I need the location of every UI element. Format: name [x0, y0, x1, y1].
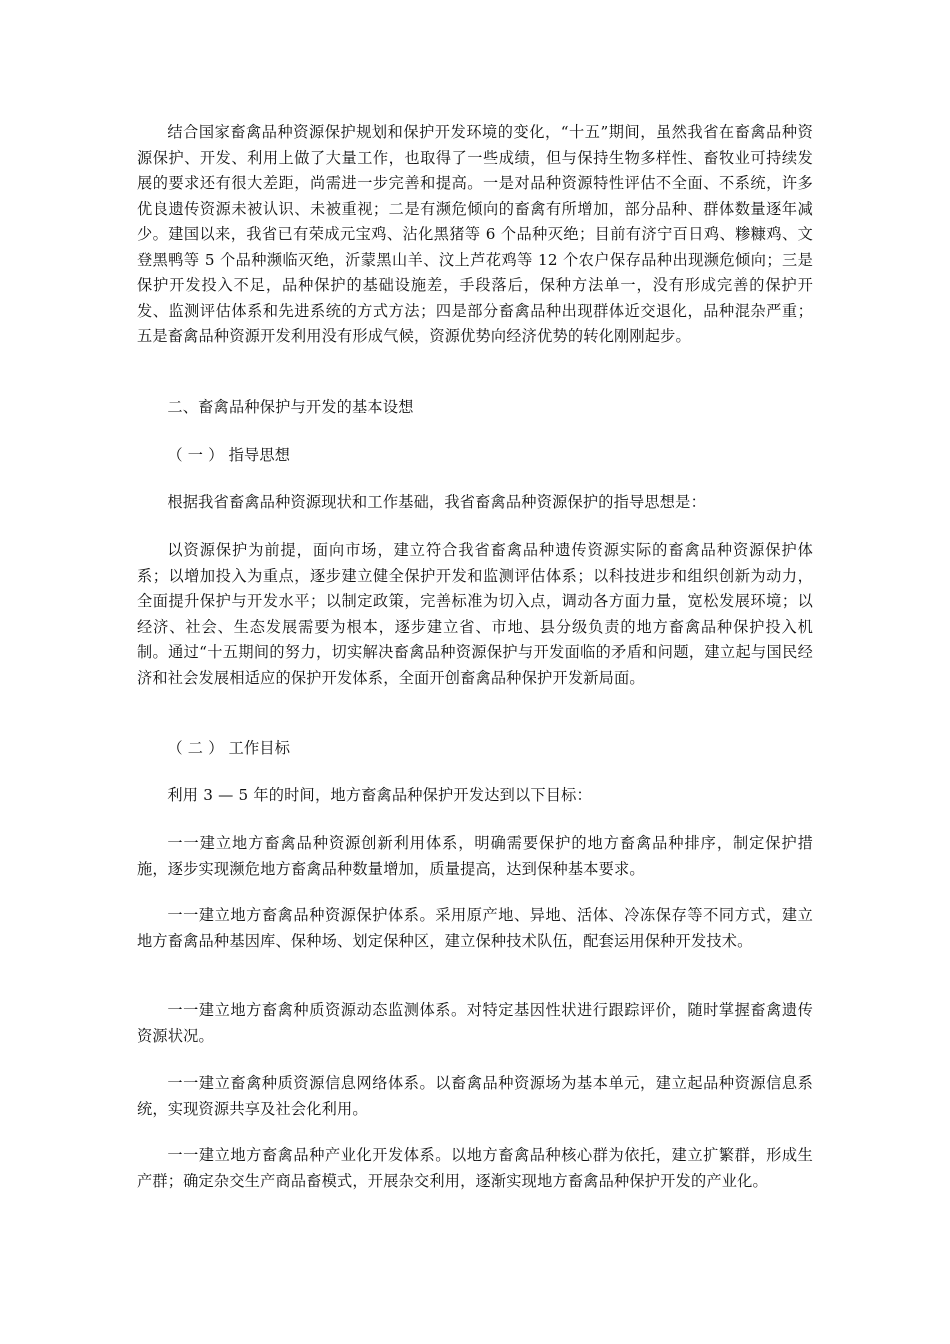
paragraph-goal-protection: 一一建立地方畜禽品种资源保护体系。采用原产地、异地、活体、冷冻保存等不同方式，建立地方畜禽品种基因库、保种场、划定保种区，建立保种技术队伍，配套运用保种开发技术。	[137, 906, 813, 950]
paragraph-goals-intro: 利用 3 — 5 年的时间，地方畜禽品种保护开发达到以下目标：	[167, 786, 592, 804]
paragraph-goal-monitoring: 一一建立地方畜禽种质资源动态监测体系。对特定基因性状进行跟踪评价，随时掌握畜禽遗传资源状况。	[137, 1001, 813, 1045]
paragraph-goal-innovation: 一一建立地方畜禽品种资源创新利用体系，明确需要保护的地方畜禽品种排序，制定保护措施，逐步实现濒危地方畜禽品种数量增加，质量提高，达到保种基本要求。	[137, 834, 813, 878]
subsection-heading-work-goals: （ 二 ） 工作目标	[167, 739, 291, 757]
paragraph-guiding-ideology: 以资源保护为前提，面向市场，建立符合我省畜禽品种遗传资源实际的畜禽品种资源保护体系；以增加投入为重点，逐步建立健全保护开发和监测评估体系；以科技进步和组织创新为动力，全面提升保护与开发水平；以制定政策，完善标准为切入点，调动各方面力量，宽松发展环境；以经济、社会、生态发展需要为根本，逐步建立省、市地、县分级负责的地方畜禽品种保护投入机制。通过“十五期间的努力，切实解决畜禽品种资源保护与开发面临的矛盾和问题，建立起与国民经济和社会发展相适应的保护开发体系，全面开创畜禽品种保护开发新局面。	[137, 541, 813, 687]
paragraph-goal-information: 一一建立畜禽种质资源信息网络体系。以畜禽品种资源场为基本单元，建立起品种资源信息系统，实现资源共享及社会化利用。	[137, 1074, 813, 1118]
paragraph-goal-industrialization: 一一建立地方畜禽品种产业化开发体系。以地方畜禽品种核心群为依托，建立扩繁群，形成生产群；确定杂交生产商品畜模式，开展杂交利用，逐渐实现地方畜禽品种保护开发的产业化。	[137, 1146, 813, 1190]
paragraph-guiding-intro: 根据我省畜禽品种资源现状和工作基础，我省畜禽品种资源保护的指导思想是：	[167, 493, 706, 511]
paragraph-current-situation: 结合国家畜禽品种资源保护规划和保护开发环境的变化，“十五”期间，虽然我省在畜禽品种资源保护、开发、利用上做了大量工作，也取得了一些成绩，但与保持生物多样性、畜牧业可持续发展的要求还有很大差距，尚需进一步完善和提高。一是对品种资源特性评估不全面、不系统，许多优良遗传资源未被认识、未被重视；二是有濒危倾向的畜禽有所增加，部分品种、群体数量逐年减少。建国以来，我省已有荣成元宝鸡、沾化黑猪等 6 个品种灭绝；目前有济宁百日鸡、糁糠鸡、文登黑鸭等 5 个品种濒临灭绝，沂蒙黑山羊、汶上芦花鸡等 12 个农户保存品种出现濒危倾向；三是保护开发投入不足，品种保护的基础设施差，手段落后，保种方法单一，没有形成完善的保护开发、监测评估体系和先进系统的方式方法；四是部分畜禽品种出现群体近交退化，品种混杂严重；五是畜禽品种资源开发利用没有形成气候，资源优势向经济优势的转化刚刚起步。	[137, 123, 813, 345]
section-heading-basic-plan: 二、畜禽品种保护与开发的基本设想	[167, 398, 414, 416]
subsection-heading-guiding-ideology: （ 一 ） 指导思想	[167, 446, 291, 464]
